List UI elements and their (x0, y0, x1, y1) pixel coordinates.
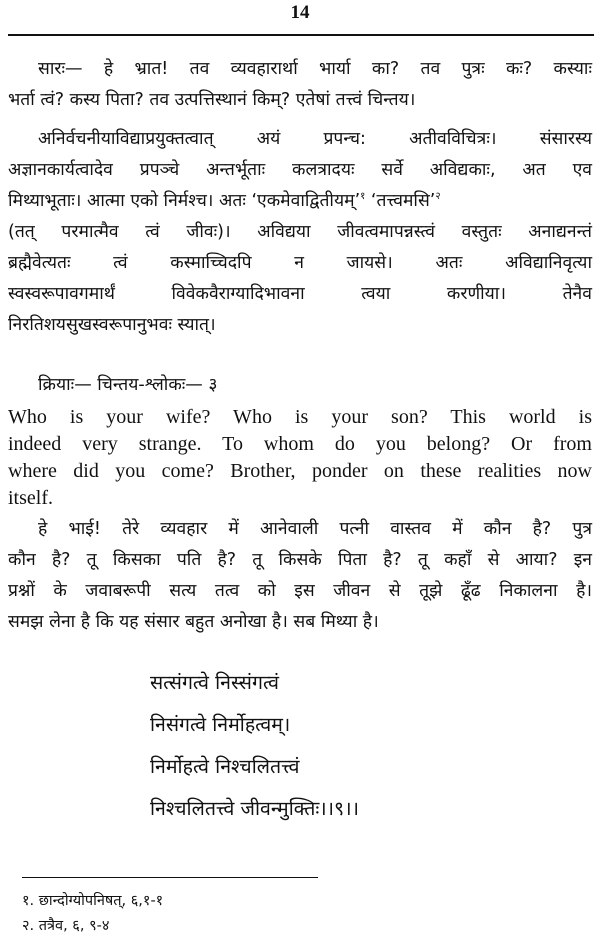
commentary-paragraph (8, 124, 592, 341)
commentary-line: (तत् परमात्मैव त्वं जीवः)। अविद्यया जीवत्वमापन्नस्त्वं वस्तुतः अनाद्यनन्तं (8, 222, 592, 242)
hindi-line: प्रश्नों के जवाबरूपी सत्य तत्व को इस जीवन से तूझे ढूँढ निकालना है। (8, 581, 592, 601)
english-line: Who is your wife? Who is your son? This world is (8, 406, 592, 428)
sara-paragraph (8, 54, 592, 116)
hindi-line: हे भाई! तेरे व्यवहार में आनेवाली पत्नी वास्तव में कौन है? पुत्र (38, 519, 592, 539)
hindi-translation (8, 514, 592, 638)
sara-line: भर्ता त्वं? कस्य पिता? तव उत्पत्तिस्थानं किम्? एतेषां तत्त्वं चिन्तय। (8, 90, 416, 110)
quote-tattvamasi: ‘तत्त्वमसि’ (370, 191, 436, 211)
footnote-rule (22, 877, 318, 878)
commentary-line: ब्रह्मैवेत्यतः त्वं कस्माच्चिदपि न जायसे। अतः अविद्यानिवृत्या (8, 253, 592, 273)
commentary-line: स्वस्वरूपावगमार्थं विवेकवैराग्यादिभावना त्वया करणीया। तेनैव (8, 284, 592, 304)
footnotes (22, 889, 163, 939)
commentary-line: निरतिशयसुखस्वरूपानुभवः स्यात्। (8, 315, 216, 335)
commentary-line: अज्ञानकार्यत्वादेव प्रपञ्चे अन्तर्भूताः कलत्रादयः सर्वे अविद्यकाः, अत एव (8, 160, 592, 180)
header-rule (8, 34, 594, 36)
kriya-heading (8, 370, 592, 401)
commentary-line-text: मिथ्याभूताः। आत्मा एको निर्मश्च। अतः ‘एकमेवाद्वितीयम्’ (8, 191, 361, 211)
page-number: 14 (290, 2, 310, 23)
kriya-text: क्रियाः— चिन्तय-श्लोकः— ३ (38, 375, 218, 395)
commentary-line-with-quotes (8, 186, 592, 217)
english-translation (8, 404, 592, 512)
footnote-marker-2: २ (435, 191, 441, 203)
english-line: itself. (8, 487, 53, 509)
verse-line: निसंगत्वे निर्मोहत्वम्। (150, 713, 291, 736)
verse-line: सत्संगत्वे निस्संगत्वं (150, 671, 279, 694)
verse-line: निश्चलितत्त्वे जीवन्मुक्तिः।।९।। (150, 797, 359, 820)
verse-line: निर्मोहत्वे निश्चलितत्त्वं (150, 755, 300, 778)
english-line: where did you come? Brother, ponder on these realities now (8, 460, 592, 482)
verse-block (150, 662, 359, 830)
footnote-2: २. तत्रैव, ६, ९-४ (22, 918, 110, 934)
english-line: indeed very strange. To whom do you belong? Or from (8, 433, 592, 455)
footnote-1: १. छान्दोग्योपनिषत्, ६,१-१ (22, 893, 164, 909)
sara-line: सारः— हे भ्रात! तव व्यवहारार्था भार्या का? तव पुत्रः कः? कस्याः (38, 59, 592, 79)
hindi-line: समझ लेना है कि यह संसार बहुत अनोखा है। सब मिथ्या है। (8, 612, 379, 632)
hindi-line: कौन है? तू किसका पति है? तू किसके पिता है? तू कहाँ से आया? इन (8, 550, 592, 570)
footnote-marker-1: १ (360, 191, 366, 203)
commentary-line: अनिर्वचनीयाविद्याप्रयुक्तत्वात् अयं प्रपन्च: अतीवविचित्रः। संसारस्य (38, 129, 592, 149)
